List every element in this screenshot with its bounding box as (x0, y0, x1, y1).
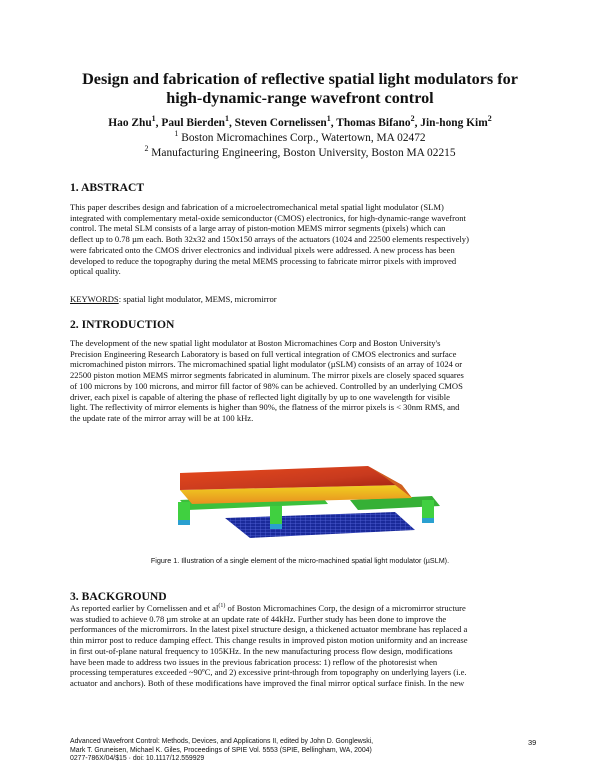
paragraph-line: driver, each pixel is capable of altering the phase of reflected light digitally by up to one wavelength for visible (70, 391, 450, 402)
author: Steven Cornelissen$^1$, (234, 114, 337, 129)
paragraph-line: micromachined piston mirrors. The micromachined spatial light modulator (µSLM) consists of an array of 1024 or (70, 359, 463, 370)
paragraph-line: light. The reflectivity of mirror elements is higher than 90%, the flatness of the mirror pixels is < 30nm RMS, and (70, 402, 460, 413)
paragraph-line: in first out-of-plane natural frequency to 105KHz. In the new manufacturing process flow design, modifications (70, 645, 453, 656)
introduction-paragraph (70, 338, 530, 424)
footer-line: Mark T. Gruneisen, Michael K. Giles, Proceedings of SPIE Vol. 5553 (SPIE, Bellingham, WA, 2004) (70, 746, 372, 754)
author: Jin-hong Kim$^2$ (420, 114, 492, 129)
anchor-base (178, 520, 190, 525)
section-heading-introduction: 2. INTRODUCTION (70, 318, 175, 331)
page-number: 39 (528, 738, 537, 747)
author: Thomas Bifano$^2$, (336, 114, 421, 129)
title-line-1: Design and fabrication of reflective spatial light modulators for (82, 70, 518, 88)
paragraph-line: Precision Engineering Research Laboratory is based on full vertical integration of CMOS electronics and surface (70, 348, 457, 359)
paragraph-line: developed to reduce the topography during the metal MEMS processing to fabricate mirror pixels with improved (70, 255, 457, 266)
paragraph-line: the update rate of the mirror array will be at 100 kHz. (70, 412, 254, 423)
footer-line: Advanced Wavefront Control: Methods, Devices, and Applications II, edited by John D. Gonglewski, (70, 738, 374, 745)
electrode-grid (225, 512, 415, 538)
abstract-paragraph (70, 202, 530, 277)
paragraph-line: thin mirror post to reduce damping effect. This change results in improved piston motion uniformity and an increase (70, 635, 468, 646)
paragraph-line: of 100 microns by 100 microns, and mirror fill factor of 98% can be achieved. Controlled by an underlying CMOS (70, 380, 463, 391)
section-heading-background: 3. BACKGROUND (70, 590, 167, 603)
keywords-text: : spatial light modulator, MEMS, micromirror (118, 294, 277, 304)
paper-title (60, 70, 540, 108)
paragraph-line: processing temperatures exceeded ~90ºC, and 2) excessive print-through from topography on underlying layers (i.e. (70, 667, 467, 678)
paragraph-line: As reported earlier by Cornelissen and et $al^{(1)}$ of Boston Micromachines Corp, the design of a micromirror structure (70, 603, 466, 613)
paragraph-line: deflect up to 0.78 µm each. Both 32x32 and 150x150 arrays of the actuators (1024 and 22500 elements respectively) (70, 234, 469, 245)
publication-footer (70, 738, 373, 764)
paragraph-line: have been made to address two issues in the previous fabrication process: 1) reflow of the photoresist when (70, 656, 438, 667)
paragraph-line: actuator and anchors). Both of these modifications have improved the final mirror optical surface finish. In the new (70, 677, 465, 688)
paragraph-line: This paper describes design and fabrication of a microelectromechanical metal spatial light modulator (SLM) (70, 202, 444, 212)
background-paragraph (70, 603, 530, 689)
anchor-base (270, 524, 282, 529)
paragraph-line: integrated with complementary metal-oxide semiconductor (CMOS) electronics, for high-dynamic-range wavefront (70, 212, 466, 223)
author-list (40, 114, 560, 129)
paragraph-line: control. The metal SLM consists of a large array of piston-motion MEMS mirror segments (pixels) which can (70, 223, 446, 234)
author: Paul Bierden$^1$, (161, 114, 235, 129)
anchor-base (422, 518, 434, 523)
section-heading-abstract: 1. ABSTRACT (70, 181, 145, 194)
paragraph-line: The development of the new spatial light modulator at Boston Micromachines Corp and Boston University's (70, 338, 441, 348)
title-line-2: high-dynamic-range wavefront control (166, 89, 434, 107)
figure-1-slm-element (150, 460, 450, 540)
author: Hao Zhu$^1$, (108, 114, 162, 129)
footer-line: 0277-786X/04/$15 · doi: 10.1117/12.559929 (70, 755, 205, 763)
keywords-line (70, 294, 277, 304)
paragraph-line: optical quality. (70, 266, 121, 277)
figure-caption: Figure 1. Illustration of a single element of the micro-machined spatial light modulator (µSLM). (150, 556, 450, 565)
paragraph-line: performances of the micromirrors. In the latest pixel structure design, a thickened actuator membrane has replaced a (70, 624, 468, 635)
affiliation-2: $^2$ Manufacturing Engineering, Boston University, Boston MA 02215 (144, 144, 456, 159)
paragraph-line: was studied to achieve 0.78 µm stroke at an update rate of 44kHz. Further study has been done to improve the (70, 613, 447, 624)
paragraph-line: 22500 piston motion MEMS mirror segments fabricated in aluminum. The mirror pixels are closely spaced squares (70, 370, 464, 381)
affiliation-1: $^1$ Boston Micromachines Corp., Watertown, MA 02472 (174, 129, 426, 144)
keywords-label: KEYWORDS (70, 294, 119, 304)
paragraph-line: were fabricated onto the CMOS driver electronics and individual pixels were addressed. A new process has been (70, 244, 455, 255)
